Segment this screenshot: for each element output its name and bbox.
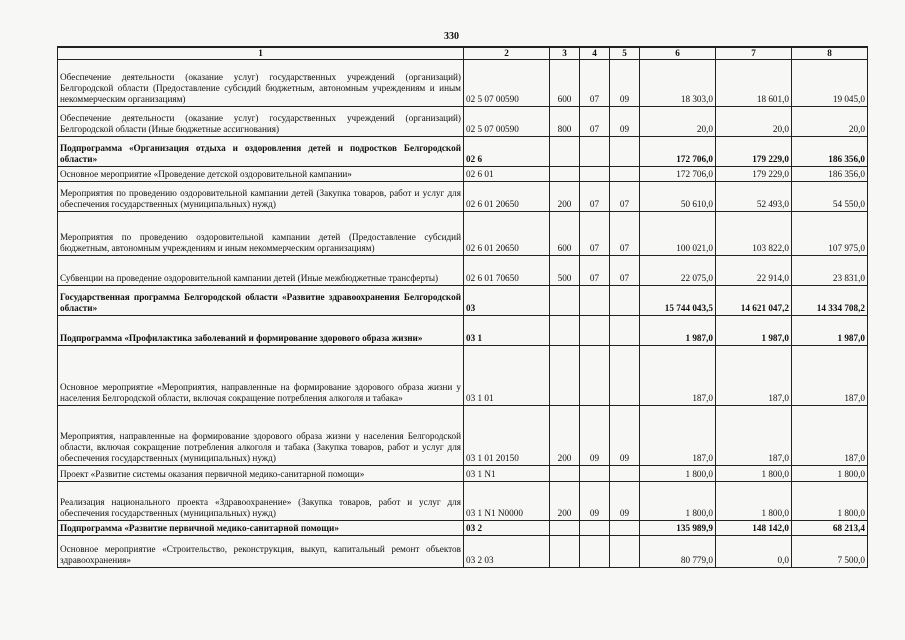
row-amount-year1-cell: 172 706,0 (640, 167, 716, 182)
row-subsection-cell (610, 316, 640, 346)
row-name-cell: Проект «Развитие системы оказания первичной медико-санитарной помощи» (58, 466, 464, 482)
row-code-cell: 03 1 N1 N0000 (464, 482, 550, 521)
row-amount-year1-cell: 172 706,0 (640, 137, 716, 167)
row-expense-type-cell (550, 346, 580, 406)
row-code-cell: 03 2 (464, 521, 550, 536)
row-subsection-cell (610, 286, 640, 316)
row-amount-year3-cell: 68 213,4 (792, 521, 868, 536)
row-expense-type-cell (550, 536, 580, 568)
table-row (58, 60, 868, 107)
table-row (58, 167, 868, 182)
row-subsection-cell (610, 346, 640, 406)
row-expense-type-cell (550, 286, 580, 316)
table-row (58, 316, 868, 346)
row-amount-year3-cell: 186 356,0 (792, 137, 868, 167)
row-section-cell (580, 316, 610, 346)
row-section-cell (580, 521, 610, 536)
row-code-cell: 02 5 07 00590 (464, 60, 550, 107)
row-section-cell (580, 466, 610, 482)
row-amount-year1-cell: 1 987,0 (640, 316, 716, 346)
row-section-cell: 07 (580, 212, 610, 256)
row-section-cell: 09 (580, 482, 610, 521)
row-subsection-cell (610, 521, 640, 536)
row-amount-year2-cell: 179 229,0 (716, 137, 792, 167)
table-row (58, 466, 868, 482)
row-expense-type-cell: 500 (550, 256, 580, 286)
row-amount-year2-cell: 14 621 047,2 (716, 286, 792, 316)
row-section-cell (580, 137, 610, 167)
row-amount-year2-cell: 148 142,0 (716, 521, 792, 536)
row-expense-type-cell: 200 (550, 482, 580, 521)
column-header: 2 (464, 47, 550, 60)
row-subsection-cell (610, 536, 640, 568)
row-code-cell: 03 1 01 (464, 346, 550, 406)
row-amount-year1-cell: 22 075,0 (640, 256, 716, 286)
table-row (58, 346, 868, 406)
row-subsection-cell (610, 137, 640, 167)
row-amount-year1-cell: 187,0 (640, 346, 716, 406)
row-expense-type-cell: 200 (550, 182, 580, 212)
row-name-cell: Субвенции на проведение оздоровительной кампании детей (Иные межбюджетные трансферты) (58, 256, 464, 286)
row-code-cell: 02 6 01 20650 (464, 182, 550, 212)
row-name-cell: Подпрограмма «Профилактика заболеваний и формирование здорового образа жизни» (58, 316, 464, 346)
page-number: 330 (444, 31, 459, 42)
row-expense-type-cell: 600 (550, 60, 580, 107)
row-subsection-cell (610, 466, 640, 482)
row-amount-year2-cell: 1 800,0 (716, 466, 792, 482)
row-section-cell (580, 536, 610, 568)
row-amount-year1-cell: 135 989,9 (640, 521, 716, 536)
table-header-row (58, 47, 868, 60)
row-code-cell: 02 6 01 20650 (464, 212, 550, 256)
row-amount-year3-cell: 23 831,0 (792, 256, 868, 286)
row-amount-year1-cell: 1 800,0 (640, 482, 716, 521)
row-amount-year1-cell: 80 779,0 (640, 536, 716, 568)
row-amount-year1-cell: 100 021,0 (640, 212, 716, 256)
row-amount-year3-cell: 19 045,0 (792, 60, 868, 107)
table-row (58, 107, 868, 137)
column-header: 5 (610, 47, 640, 60)
column-header: 1 (58, 47, 464, 60)
table-row (58, 406, 868, 466)
row-code-cell: 03 2 03 (464, 536, 550, 568)
row-amount-year3-cell: 187,0 (792, 406, 868, 466)
row-section-cell: 07 (580, 256, 610, 286)
row-amount-year2-cell: 1 987,0 (716, 316, 792, 346)
row-amount-year1-cell: 15 744 043,5 (640, 286, 716, 316)
row-section-cell: 07 (580, 107, 610, 137)
table-row (58, 286, 868, 316)
row-amount-year3-cell: 187,0 (792, 346, 868, 406)
column-header: 6 (640, 47, 716, 60)
row-amount-year2-cell: 0,0 (716, 536, 792, 568)
table-row (58, 182, 868, 212)
row-amount-year3-cell: 1 800,0 (792, 466, 868, 482)
table-row (58, 482, 868, 521)
row-name-cell: Обеспечение деятельности (оказание услуг) государственных учреждений (организаций) Белгородской области (Предоставление субсидий бюджетным, автономным учреждениям и иным некоммерческим организациям) (58, 60, 464, 107)
row-subsection-cell: 09 (610, 60, 640, 107)
row-amount-year1-cell: 20,0 (640, 107, 716, 137)
row-amount-year1-cell: 1 800,0 (640, 466, 716, 482)
row-name-cell: Основное мероприятие «Строительство, реконструкция, выкуп, капитальный ремонт объектов здравоохранения» (58, 536, 464, 568)
row-subsection-cell: 09 (610, 482, 640, 521)
row-subsection-cell: 07 (610, 212, 640, 256)
row-expense-type-cell (550, 137, 580, 167)
row-amount-year2-cell: 103 822,0 (716, 212, 792, 256)
column-header: 7 (716, 47, 792, 60)
row-code-cell: 03 1 01 20150 (464, 406, 550, 466)
row-section-cell: 09 (580, 406, 610, 466)
row-expense-type-cell (550, 466, 580, 482)
row-amount-year2-cell: 18 601,0 (716, 60, 792, 107)
row-subsection-cell: 09 (610, 406, 640, 466)
row-name-cell: Реализация национального проекта «Здравоохранение» (Закупка товаров, работ и услуг для обеспечения государственных (муниципальных) нужд) (58, 482, 464, 521)
row-amount-year2-cell: 179 229,0 (716, 167, 792, 182)
table-row (58, 536, 868, 568)
row-subsection-cell: 07 (610, 182, 640, 212)
row-name-cell: Подпрограмма «Развитие первичной медико-санитарной помощи» (58, 521, 464, 536)
table-row (58, 212, 868, 256)
row-name-cell: Основное мероприятие «Мероприятия, направленные на формирование здорового образа жизни у населения Белгородской области, включая сокращение потребления алкоголя и табака» (58, 346, 464, 406)
row-name-cell: Мероприятия по проведению оздоровительной кампании детей (Предоставление субсидий бюджетным, автономным учреждениям и иным некоммерческим организациям) (58, 212, 464, 256)
row-amount-year2-cell: 20,0 (716, 107, 792, 137)
table-row (58, 521, 868, 536)
row-expense-type-cell (550, 316, 580, 346)
row-expense-type-cell: 200 (550, 406, 580, 466)
row-amount-year2-cell: 187,0 (716, 406, 792, 466)
column-header: 3 (550, 47, 580, 60)
budget-table (57, 46, 868, 568)
row-name-cell: Основное мероприятие «Проведение детской оздоровительной кампании» (58, 167, 464, 182)
column-header: 4 (580, 47, 610, 60)
row-amount-year3-cell: 107 975,0 (792, 212, 868, 256)
row-subsection-cell: 09 (610, 107, 640, 137)
row-expense-type-cell (550, 521, 580, 536)
row-section-cell (580, 286, 610, 316)
table-row (58, 256, 868, 286)
row-amount-year1-cell: 187,0 (640, 406, 716, 466)
row-subsection-cell: 07 (610, 256, 640, 286)
row-code-cell: 02 6 01 (464, 167, 550, 182)
table-body (58, 60, 868, 568)
row-name-cell: Мероприятия, направленные на формирование здорового образа жизни у населения Белгородской области, включая сокращение потребления алкоголя и табака (Закупка товаров, работ и услуг для обеспечения государственных (муниципальных) нужд) (58, 406, 464, 466)
row-expense-type-cell: 600 (550, 212, 580, 256)
row-amount-year3-cell: 20,0 (792, 107, 868, 137)
row-name-cell: Государственная программа Белгородской области «Развитие здравоохранения Белгородской области» (58, 286, 464, 316)
row-amount-year1-cell: 18 303,0 (640, 60, 716, 107)
row-section-cell (580, 346, 610, 406)
row-subsection-cell (610, 167, 640, 182)
row-expense-type-cell (550, 167, 580, 182)
row-amount-year3-cell: 7 500,0 (792, 536, 868, 568)
row-name-cell: Мероприятия по проведению оздоровительной кампании детей (Закупка товаров, работ и услуг для обеспечения государственных (муниципальных) нужд) (58, 182, 464, 212)
column-header: 8 (792, 47, 868, 60)
row-code-cell: 02 6 01 70650 (464, 256, 550, 286)
row-code-cell: 03 1 N1 (464, 466, 550, 482)
row-section-cell: 07 (580, 182, 610, 212)
row-amount-year2-cell: 1 800,0 (716, 482, 792, 521)
row-amount-year2-cell: 22 914,0 (716, 256, 792, 286)
row-code-cell: 03 1 (464, 316, 550, 346)
row-section-cell (580, 167, 610, 182)
table-row (58, 137, 868, 167)
row-code-cell: 02 5 07 00590 (464, 107, 550, 137)
row-code-cell: 03 (464, 286, 550, 316)
row-code-cell: 02 6 (464, 137, 550, 167)
row-amount-year2-cell: 52 493,0 (716, 182, 792, 212)
row-amount-year1-cell: 50 610,0 (640, 182, 716, 212)
row-amount-year3-cell: 54 550,0 (792, 182, 868, 212)
row-amount-year3-cell: 1 987,0 (792, 316, 868, 346)
row-amount-year3-cell: 14 334 708,2 (792, 286, 868, 316)
row-amount-year2-cell: 187,0 (716, 346, 792, 406)
row-amount-year3-cell: 186 356,0 (792, 167, 868, 182)
row-name-cell: Подпрограмма «Организация отдыха и оздоровления детей и подростков Белгородской области» (58, 137, 464, 167)
row-name-cell: Обеспечение деятельности (оказание услуг) государственных учреждений (организаций) Белгородской области (Иные бюджетные ассигнования) (58, 107, 464, 137)
row-expense-type-cell: 800 (550, 107, 580, 137)
row-section-cell: 07 (580, 60, 610, 107)
row-amount-year3-cell: 1 800,0 (792, 482, 868, 521)
